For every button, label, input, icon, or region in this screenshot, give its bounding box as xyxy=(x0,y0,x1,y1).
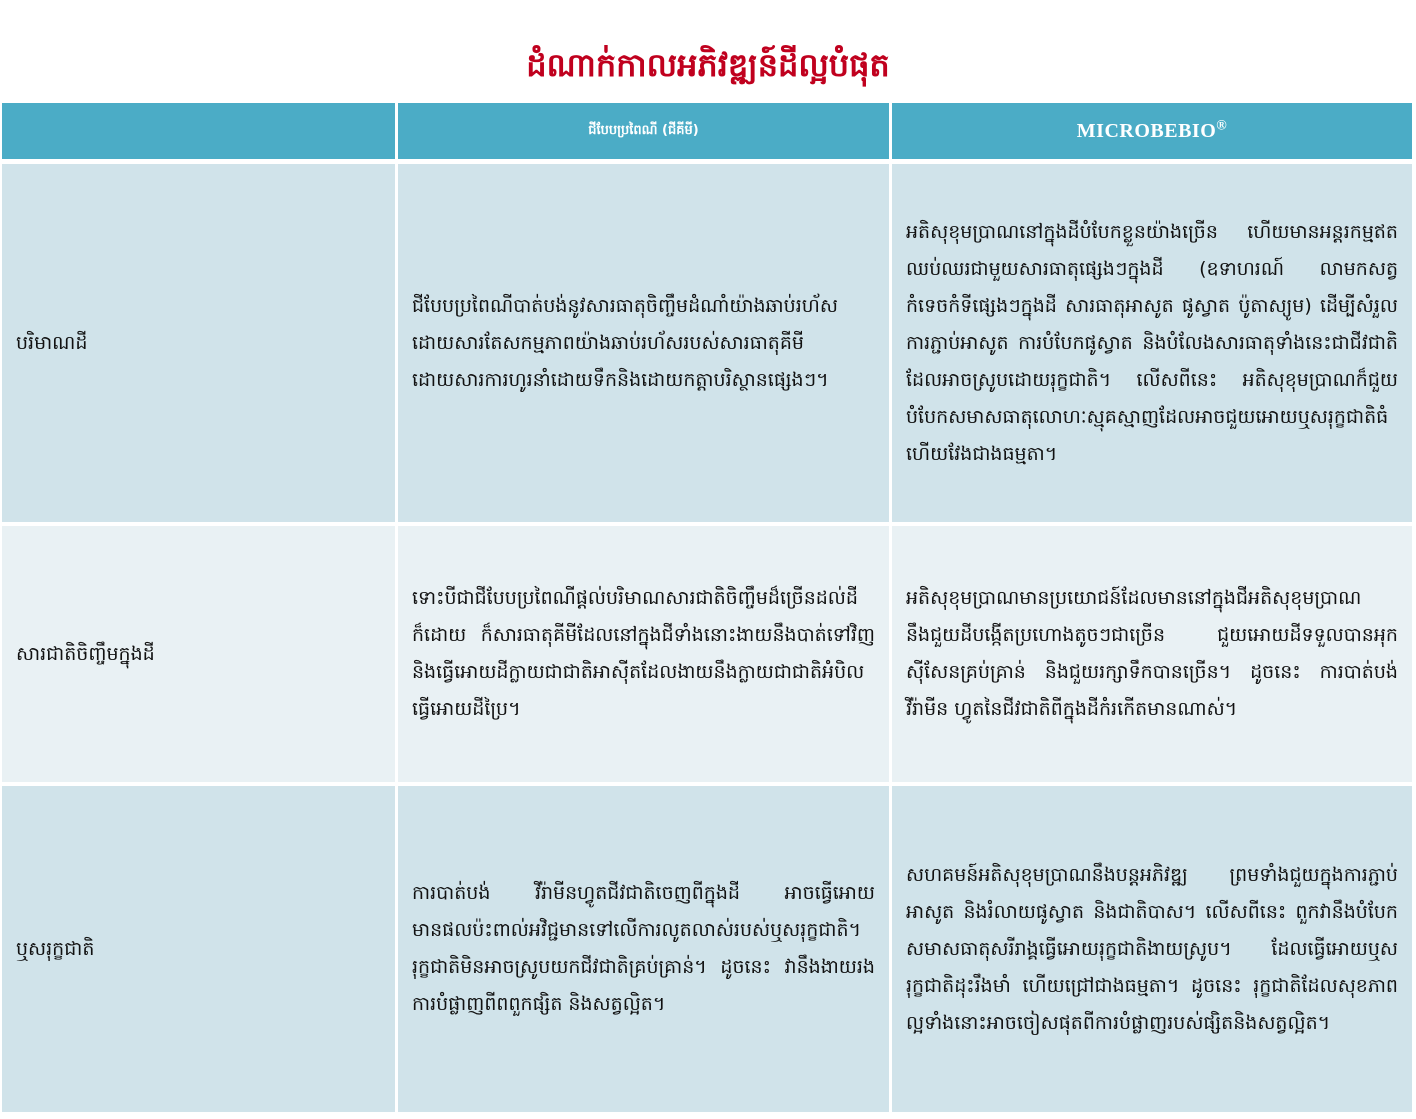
table-row xyxy=(2,164,1412,526)
comparison-table xyxy=(2,103,1412,1116)
table-row xyxy=(2,786,1412,1116)
registered-mark: ® xyxy=(1216,117,1228,133)
table-row xyxy=(2,526,1412,786)
page-title: ដំណាក់កាលអភិវឌ្ឍន៍ដីល្អបំផុត xyxy=(526,46,890,84)
conventional-cell: ទោះបីជាជីបែបប្រពៃណីផ្តល់បរិមាណសារជាតិចិញ្ចឹមដ៏ច្រើនដល់ដីក៏ដោយ ក៏សារធាតុគីមីដែលនៅក្នុងជីទាំងនោះងាយនឹងបាត់ទៅវិញ និងធ្វើអោយដីក្លាយជាជាតិអាស៊ីតដែលងាយនឹងក្លាយជាជាតិអំបិលធ្វើអោយដីប្រៃ។ xyxy=(398,526,892,786)
conventional-cell: ការបាត់បង់ វីរ៉ាមីនហ្វូតជីវជាតិចេញពីក្នុងដី អាចធ្វើអោយមានផលប៉ះពាល់អវិជ្ជមានទៅលើការលូតលាស់របស់ឬសរុក្ខជាតិ។ រុក្ខជាតិមិនអាចស្រូបយកជីវជាតិគ្រប់គ្រាន់។ ដូចនេះ វានឹងងាយរងការបំផ្លាញពីពពួកផ្សិត និងសត្វល្អិត។ xyxy=(398,786,892,1116)
header-empty-cell xyxy=(2,103,398,164)
conventional-cell: ជីបែបប្រពៃណីបាត់បង់នូវសារធាតុចិញ្ចឹមដំណាំយ៉ាងឆាប់រហ័ស ដោយសារតែសកម្មភាពយ៉ាងឆាប់រហ័សរបស់សារធាតុគីមី ដោយសារការហូរនាំដោយទឹកនិងដោយកត្តាបរិស្ថានផ្សេងៗ។ xyxy=(398,164,892,526)
microbebio-name: MICROBEBIO xyxy=(1076,119,1217,142)
microbebio-cell: អតិសុខុមប្រាណមានប្រយោជន៍ដែលមាននៅក្នុងជីអតិសុខុមប្រាណនឹងជួយដីបង្កើតប្រហោងតូចៗជាច្រើន ជួយអោយដីទទួលបានអុកស៊ីសែនគ្រប់គ្រាន់ និងជួយរក្សាទឹកបានច្រើន។ ដូចនេះ ការបាត់បង់ វីរ៉ាមីន ហ្វូតនៃជីវជាតិពីក្នុងដីកំរកើតមានណាស់។ xyxy=(892,526,1412,786)
microbebio-cell: សហគមន៍អតិសុខុមប្រាណនឹងបន្តអភិវឌ្ឍ ព្រមទាំងជួយក្នុងការភ្ជាប់អាសូត និងរំលាយផូស្វាត និងជាតិបាស។ លើសពីនេះ ពួកវានឹងបំបែកសមាសធាតុសរីរាង្គធ្វើអោយរុក្ខជាតិងាយស្រូប។ ដែលធ្វើអោយឬសរុក្ខជាតិដុះរឹងមាំ ហើយជ្រៅជាងធម្មតា។ ដូចនេះ រុក្ខជាតិដែលសុខភាពល្អទាំងនោះអាចចៀសផុតពីការបំផ្លាញរបស់ផ្សិតនិងសត្វល្អិត។ xyxy=(892,786,1412,1116)
table-header-row xyxy=(2,103,1412,164)
row-label: ឬសរុក្ខជាតិ xyxy=(2,786,398,1116)
microbebio-cell: អតិសុខុមប្រាណនៅក្នុងដីបំបែកខ្លួនយ៉ាងច្រើន ហើយមានអន្តរកម្មឥតឈប់ឈរជាមួយសារធាតុផ្សេងៗក្នុងដី (ឧទាហរណ៍ លាមកសត្វ កំទេចកំទីផ្សេងៗក្នុងដី សារធាតុអាសូត ផូស្វាត ប៉ូតាស្យូម) ដើម្បីសំរួលការភ្ជាប់អាសូត ការបំបែកផូស្វាត និងបំលែងសារធាតុទាំងនេះជាជីវជាតិដែលអាចស្រូបដោយរុក្ខជាតិ។ លើសពីនេះ អតិសុខុមប្រាណក៏ជួយបំបែកសមាសធាតុលោហៈស្មុគស្មាញដែលអាចជួយអោយឬសរុក្ខជាតិធំ ហើយវែងជាងធម្មតា។ xyxy=(892,164,1412,526)
row-label: សារជាតិចិញ្ចឹមក្នុងដី xyxy=(2,526,398,786)
row-label: បរិមាណដី xyxy=(2,164,398,526)
header-microbebio xyxy=(892,103,1412,164)
header-conventional-fertilizer: ជីបែបប្រពៃណី (ជីគីមី) xyxy=(398,103,892,164)
